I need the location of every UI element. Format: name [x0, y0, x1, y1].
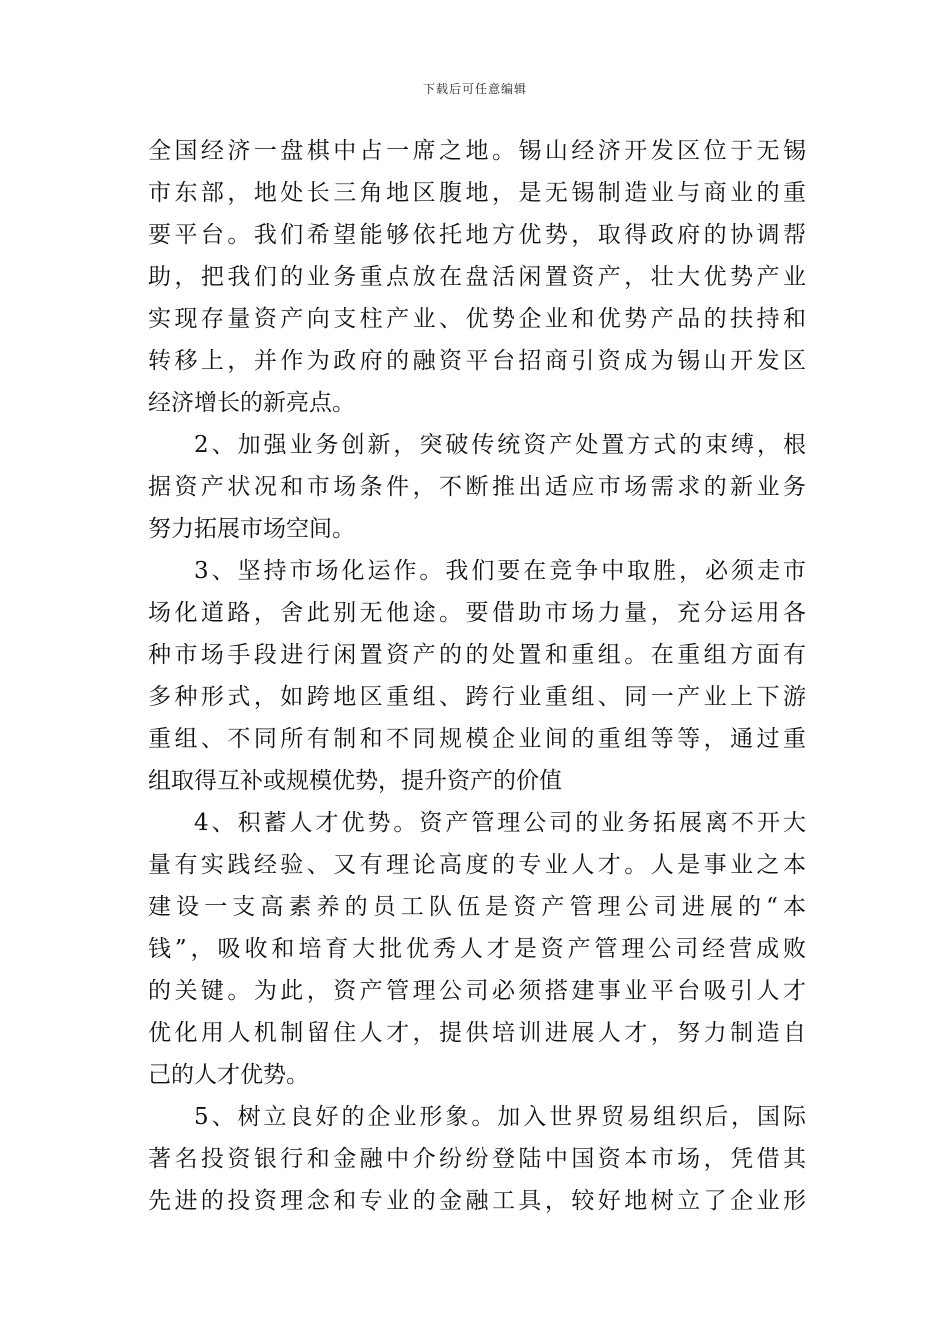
page-header: 下载后可任意编辑 [422, 82, 527, 96]
text-line: 3、坚持市场化运作。我们要在竞争中取胜，必须走市 [194, 558, 806, 584]
text-line: 钱”，吸收和培育大批优秀人才是资产管理公司经营成败 [148, 936, 806, 962]
text-line: 4、积蓄人才优势。资产管理公司的业务拓展离不开大 [194, 810, 806, 836]
text-line: 己的人才优势。 [148, 1062, 309, 1088]
paragraph-1 [148, 130, 806, 424]
text-line: 种市场手段进行闲置资产的的处置和重组。在重组方面有 [148, 642, 806, 668]
text-line: 多种形式，如跨地区重组、跨行业重组、同一产业上下游 [148, 684, 806, 710]
text-line: 实现存量资产向支柱产业、优势企业和优势产品的扶持和 [148, 306, 806, 332]
text-line: 经济增长的新亮点。 [148, 390, 355, 416]
text-line: 努力拓展市场空间。 [148, 516, 355, 542]
paragraph-3 [148, 550, 806, 802]
paragraph-5 [148, 1096, 806, 1222]
text-line: 要平台。我们希望能够依托地方优势，取得政府的协调帮 [148, 222, 806, 248]
text-line: 先进的投资理念和专业的金融工具，较好地树立了企业形 [148, 1188, 806, 1214]
text-line: 助，把我们的业务重点放在盘活闲置资产，壮大优势产业 [148, 264, 806, 290]
paragraph-2 [148, 424, 806, 550]
text-line: 量有实践经验、又有理论高度的专业人才。人是事业之本 [148, 852, 806, 878]
text-line: 场化道路，舍此别无他途。要借助市场力量，充分运用各 [148, 600, 806, 626]
text-line: 优化用人机制留住人才，提供培训进展人才，努力制造自 [148, 1020, 806, 1046]
text-line: 的关键。为此，资产管理公司必须搭建事业平台吸引人才 [148, 978, 806, 1004]
text-line: 5、树立良好的企业形象。加入世界贸易组织后，国际 [194, 1104, 806, 1130]
text-line: 重组、不同所有制和不同规模企业间的重组等等，通过重 [148, 726, 806, 752]
text-line: 建设一支高素养的员工队伍是资产管理公司进展的“本 [148, 894, 806, 920]
text-line: 组取得互补或规模优势，提升资产的价值 [148, 768, 562, 794]
text-line: 全国经济一盘棋中占一席之地。锡山经济开发区位于无锡 [148, 138, 806, 164]
text-line: 转移上，并作为政府的融资平台招商引资成为锡山开发区 [148, 348, 806, 374]
text-line: 市东部，地处长三角地区腹地，是无锡制造业与商业的重 [148, 180, 806, 206]
text-line: 据资产状况和市场条件，不断推出适应市场需求的新业务 [148, 474, 806, 500]
document-body [148, 130, 806, 1222]
paragraph-4 [148, 802, 806, 1096]
text-line: 2、加强业务创新，突破传统资产处置方式的束缚，根 [194, 432, 806, 458]
text-line: 著名投资银行和金融中介纷纷登陆中国资本市场，凭借其 [148, 1146, 806, 1172]
